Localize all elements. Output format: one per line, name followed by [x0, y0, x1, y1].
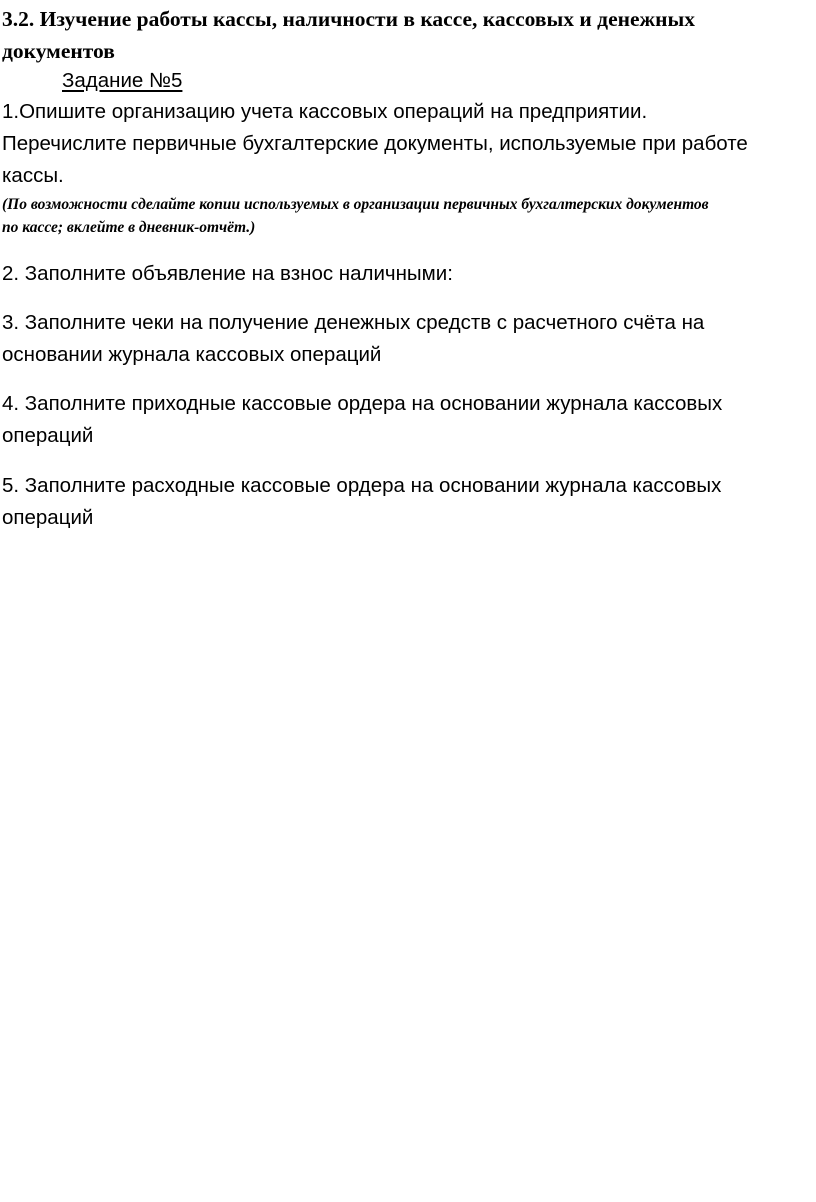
task-item-5 [2, 470, 816, 534]
task-label: Задание №5 [62, 69, 183, 92]
task-item-4-line-1: 4. Заполните приходные кассовые ордера на основании журнала кассовых [2, 392, 723, 415]
task-item-2 [2, 258, 816, 290]
task-item-4-line-2: операций [2, 424, 94, 447]
task-item-1-line-3: кассы. [2, 164, 64, 187]
task-item-3-line-1: 3. Заполните чеки на получение денежных средств с расчетного счёта на [2, 311, 705, 334]
task-item-1-line-2: Перечислите первичные бухгалтерские документы, используемые при работе [2, 132, 748, 155]
task-item-1-line-1: 1.Опишите организацию учета кассовых операций на предприятии. [2, 100, 648, 123]
task-item-3-line-2: основании журнала кассовых операций [2, 343, 382, 366]
task-item-1-note-line-1: (По возможности сделайте копии используемых в организации первичных бухгалтерских документов [2, 196, 709, 213]
section-heading [2, 3, 814, 67]
task-item-3 [2, 307, 816, 371]
section-heading-line-1: 3.2. Изучение работы кассы, наличности в кассе, кассовых и денежных [2, 7, 696, 31]
task-item-5-line-2: операций [2, 506, 94, 529]
task-item-5-line-1: 5. Заполните расходные кассовые ордера на основании журнала кассовых [2, 474, 722, 497]
task-item-1 [2, 96, 816, 192]
task-item-1-note-line-2: по кассе; вклейте в дневник-отчёт.) [2, 219, 256, 236]
task-item-4 [2, 388, 816, 452]
task-item-2-text: 2. Заполните объявление на взнос наличными: [2, 262, 453, 285]
task-item-1-note [2, 193, 814, 239]
section-heading-line-2: документов [2, 39, 115, 63]
